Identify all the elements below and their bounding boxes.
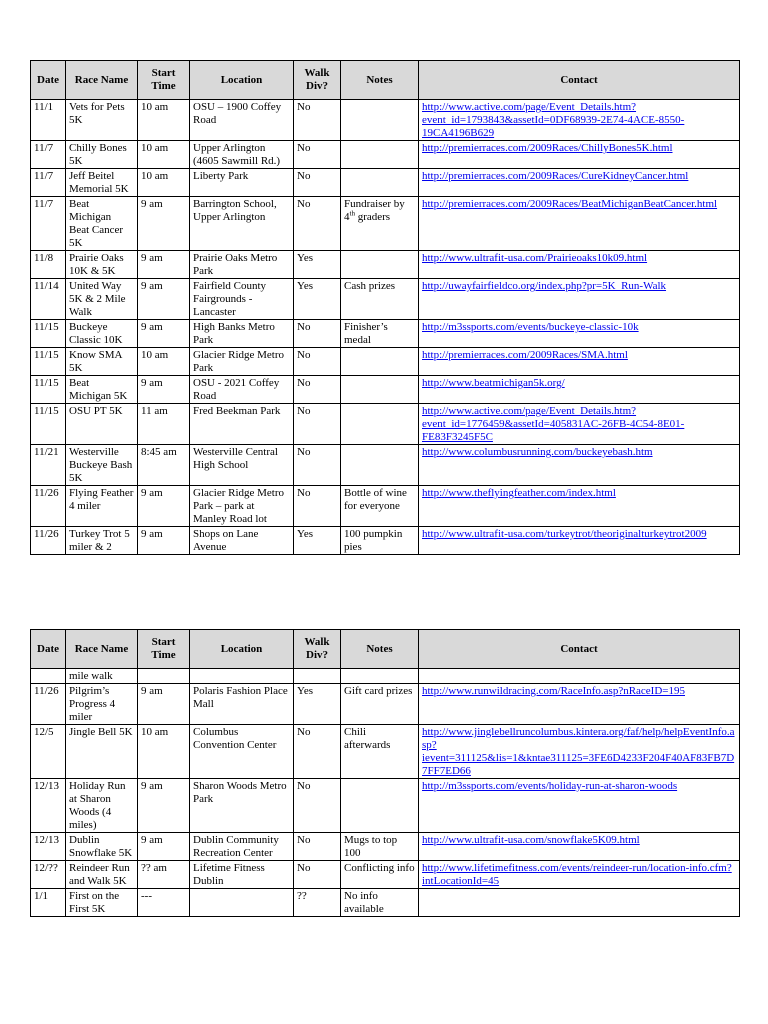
walk-div-cell: Yes [294,527,341,555]
start-time-cell: 9 am [138,527,190,555]
walk-div-cell: ?? [294,889,341,917]
start-time-cell: 8:45 am [138,445,190,486]
race-name-cell: Prairie Oaks 10K & 5K [66,251,138,279]
start-time-cell: 10 am [138,169,190,197]
header-contact: Contact [419,61,740,100]
notes-cell [341,669,419,684]
location-cell: Polaris Fashion Place Mall [190,684,294,725]
contact-link[interactable]: http://www.active.com/page/Event_Details.htm?event_id=1776459&assetId=405831AC-26FB-4C54-8E01-FE83F3245F5C [422,405,685,443]
date-cell: 11/26 [31,527,66,555]
walk-div-cell: No [294,779,341,833]
header-start-time: Start Time [138,61,190,100]
contact-cell [419,684,740,725]
location-cell: High Banks Metro Park [190,320,294,348]
race-name-cell: Beat Michigan 5K [66,376,138,404]
date-cell: 11/15 [31,320,66,348]
header-race-name: Race Name [66,61,138,100]
walk-div-cell: No [294,861,341,889]
contact-link[interactable]: http://www.ultrafit-usa.com/Prairieoaks10k09.html [422,252,648,264]
notes-cell [341,348,419,376]
race-name-cell: Jingle Bell 5K [66,725,138,779]
start-time-cell: 9 am [138,376,190,404]
location-cell: Glacier Ridge Metro Park – park at Manley Road lot [190,486,294,527]
start-time-cell: 10 am [138,141,190,169]
location-cell: Shops on Lane Avenue [190,527,294,555]
contact-cell [419,320,740,348]
date-cell: 11/14 [31,279,66,320]
contact-cell [419,861,740,889]
walk-div-cell: No [294,725,341,779]
start-time-cell: 9 am [138,779,190,833]
table-row [31,169,740,197]
contact-cell [419,100,740,141]
start-time-cell: 9 am [138,197,190,251]
walk-div-cell: No [294,100,341,141]
date-cell: 11/8 [31,251,66,279]
header-contact: Contact [419,630,740,669]
date-cell: 11/15 [31,348,66,376]
start-time-cell: 10 am [138,725,190,779]
contact-cell [419,404,740,445]
start-time-cell: 10 am [138,348,190,376]
date-cell: 11/7 [31,141,66,169]
race-name-cell: Turkey Trot 5 miler & 2 [66,527,138,555]
date-cell: 11/15 [31,376,66,404]
contact-link[interactable]: http://www.ultrafit-usa.com/snowflake5K09.html [422,834,640,846]
table-row [31,779,740,833]
location-cell: OSU – 1900 Coffey Road [190,100,294,141]
walk-div-cell: No [294,320,341,348]
notes-cell: Fundraiser by 4th graders [341,197,419,251]
start-time-cell: 10 am [138,100,190,141]
table-row [31,861,740,889]
location-cell [190,889,294,917]
start-time-cell: 9 am [138,279,190,320]
table-row [31,348,740,376]
contact-cell [419,779,740,833]
race-name-cell: Dublin Snowflake 5K [66,833,138,861]
location-cell: OSU - 2021 Coffey Road [190,376,294,404]
table-row [31,833,740,861]
walk-div-cell: No [294,169,341,197]
walk-div-cell: No [294,197,341,251]
date-cell: 1/1 [31,889,66,917]
location-cell [190,669,294,684]
race-name-cell: Vets for Pets 5K [66,100,138,141]
header-start-time: Start Time [138,630,190,669]
notes-cell [341,251,419,279]
walk-div-cell: No [294,348,341,376]
notes-cell: Finisher’s medal [341,320,419,348]
notes-cell [341,141,419,169]
contact-link[interactable]: http://www.theflyingfeather.com/index.html [422,487,616,499]
race-name-cell: Westerville Buckeye Bash 5K [66,445,138,486]
contact-link[interactable]: http://m3ssports.com/events/holiday-run-at-sharon-woods [422,780,678,792]
location-cell: Prairie Oaks Metro Park [190,251,294,279]
notes-cell: Gift card prizes [341,684,419,725]
header-location: Location [190,630,294,669]
header-date: Date [31,61,66,100]
date-cell: 11/21 [31,445,66,486]
start-time-cell: 9 am [138,320,190,348]
location-cell: Upper Arlington (4605 Sawmill Rd.) [190,141,294,169]
walk-div-cell [294,669,341,684]
contact-link[interactable]: http://premierraces.com/2009Races/BeatMichiganBeatCancer.html [422,198,718,210]
notes-cell [341,445,419,486]
date-cell: 12/13 [31,833,66,861]
contact-link[interactable]: http://www.active.com/page/Event_Details.htm?event_id=1793843&assetId=0DF68939-2E74-4ACE-8550-19CA4196B629 [422,101,685,139]
race-name-cell: Beat Michigan Beat Cancer 5K [66,197,138,251]
contact-cell [419,197,740,251]
table-row [31,445,740,486]
race-name-cell: Jeff Beitel Memorial 5K [66,169,138,197]
location-cell: Lifetime Fitness Dublin [190,861,294,889]
contact-link[interactable]: http://m3ssports.com/events/buckeye-classic-10k [422,321,639,333]
date-cell: 11/7 [31,197,66,251]
location-cell: Fairfield County Fairgrounds - Lancaster [190,279,294,320]
start-time-cell: ?? am [138,861,190,889]
walk-div-cell: No [294,486,341,527]
walk-div-cell: No [294,445,341,486]
date-cell: 11/26 [31,486,66,527]
notes-cell [341,376,419,404]
contact-cell [419,169,740,197]
header-notes: Notes [341,61,419,100]
notes-cell: Chili afterwards [341,725,419,779]
start-time-cell: 9 am [138,684,190,725]
notes-cell: Mugs to top 100 [341,833,419,861]
race-name-cell: Chilly Bones 5K [66,141,138,169]
walk-div-cell: No [294,404,341,445]
race-table-1 [30,60,740,555]
table-row [31,889,740,917]
contact-cell [419,486,740,527]
location-cell: Liberty Park [190,169,294,197]
start-time-cell: 9 am [138,251,190,279]
notes-cell: No info available [341,889,419,917]
header-walk-div: Walk Div? [294,61,341,100]
table-row [31,684,740,725]
race-name-cell: Reindeer Run and Walk 5K [66,861,138,889]
contact-link[interactable]: http://www.lifetimefitness.com/events/reindeer-run/location-info.cfm?intLocationId=45 [422,862,732,887]
date-cell: 11/26 [31,684,66,725]
date-cell: 12/13 [31,779,66,833]
walk-div-cell: No [294,376,341,404]
header-row [31,61,740,100]
header-notes: Notes [341,630,419,669]
contact-link[interactable]: http://www.runwildracing.com/RaceInfo.asp?nRaceID=195 [422,685,685,697]
contact-cell [419,279,740,320]
race-name-cell: Pilgrim’s Progress 4 miler [66,684,138,725]
table-row [31,197,740,251]
race-name-cell: Buckeye Classic 10K [66,320,138,348]
header-walk-div: Walk Div? [294,630,341,669]
start-time-cell: 11 am [138,404,190,445]
header-row [31,630,740,669]
contact-link[interactable]: http://www.jinglebellruncolumbus.kintera.org/faf/help/helpEventInfo.asp?ievent=311125&lis=1&kntae311125=3FE6D4233F204F40AF83FB7D7FF7ED66 [422,726,735,777]
table-row [31,527,740,555]
race-table-2 [30,629,740,917]
table-row [31,486,740,527]
walk-div-cell: Yes [294,684,341,725]
notes-cell: 100 pumpkin pies [341,527,419,555]
contact-link[interactable]: http://uwayfairfieldco.org/index.php?pr=5K_Run-Walk [422,280,667,292]
location-cell: Westerville Central High School [190,445,294,486]
start-time-cell: 9 am [138,833,190,861]
race-name-cell: mile walk [66,669,138,684]
table-row [31,376,740,404]
race-name-cell: Holiday Run at Sharon Woods (4 miles) [66,779,138,833]
race-name-cell: United Way 5K & 2 Mile Walk [66,279,138,320]
date-cell: 11/15 [31,404,66,445]
notes-cell [341,169,419,197]
start-time-cell: --- [138,889,190,917]
notes-cell: Cash prizes [341,279,419,320]
contact-cell [419,889,740,917]
notes-cell [341,404,419,445]
contact-link[interactable]: http://www.ultrafit-usa.com/turkeytrot/theoriginalturkeytrot2009 [422,528,707,540]
contact-cell [419,376,740,404]
race-name-cell: First on the First 5K [66,889,138,917]
location-cell: Dublin Community Recreation Center [190,833,294,861]
contact-cell [419,725,740,779]
location-cell: Glacier Ridge Metro Park [190,348,294,376]
contact-link[interactable]: http://premierraces.com/2009Races/SMA.html [422,349,628,361]
header-race-name: Race Name [66,630,138,669]
location-cell: Columbus Convention Center [190,725,294,779]
notes-cell [341,779,419,833]
walk-div-cell: No [294,833,341,861]
table-row [31,100,740,141]
contact-link[interactable]: http://www.columbusrunning.com/buckeyebash.htm [422,446,653,458]
table-row [31,320,740,348]
table-row [31,669,740,684]
race-name-cell: Know SMA 5K [66,348,138,376]
contact-cell [419,141,740,169]
contact-link[interactable]: http://www.beatmichigan5k.org/ [422,377,565,389]
table-row [31,251,740,279]
contact-link[interactable]: http://premierraces.com/2009Races/CureKidneyCancer.html [422,170,689,182]
location-cell: Barrington School, Upper Arlington [190,197,294,251]
start-time-cell: 9 am [138,486,190,527]
table-body [31,100,740,555]
notes-cell: Conflicting info [341,861,419,889]
location-cell: Sharon Woods Metro Park [190,779,294,833]
date-cell [31,669,66,684]
contact-cell [419,251,740,279]
walk-div-cell: No [294,141,341,169]
table-body [31,669,740,917]
contact-cell [419,348,740,376]
contact-cell [419,445,740,486]
table-row [31,404,740,445]
contact-cell [419,669,740,684]
table-row [31,279,740,320]
race-name-cell: Flying Feather 4 miler [66,486,138,527]
table-row [31,141,740,169]
header-location: Location [190,61,294,100]
start-time-cell [138,669,190,684]
notes-cell [341,100,419,141]
header-date: Date [31,630,66,669]
location-cell: Fred Beekman Park [190,404,294,445]
walk-div-cell: Yes [294,279,341,320]
notes-cell: Bottle of wine for everyone [341,486,419,527]
date-cell: 11/1 [31,100,66,141]
table-row [31,725,740,779]
contact-cell [419,527,740,555]
walk-div-cell: Yes [294,251,341,279]
race-name-cell: OSU PT 5K [66,404,138,445]
contact-cell [419,833,740,861]
date-cell: 11/7 [31,169,66,197]
date-cell: 12/5 [31,725,66,779]
date-cell: 12/?? [31,861,66,889]
contact-link[interactable]: http://premierraces.com/2009Races/ChillyBones5K.html [422,142,673,154]
